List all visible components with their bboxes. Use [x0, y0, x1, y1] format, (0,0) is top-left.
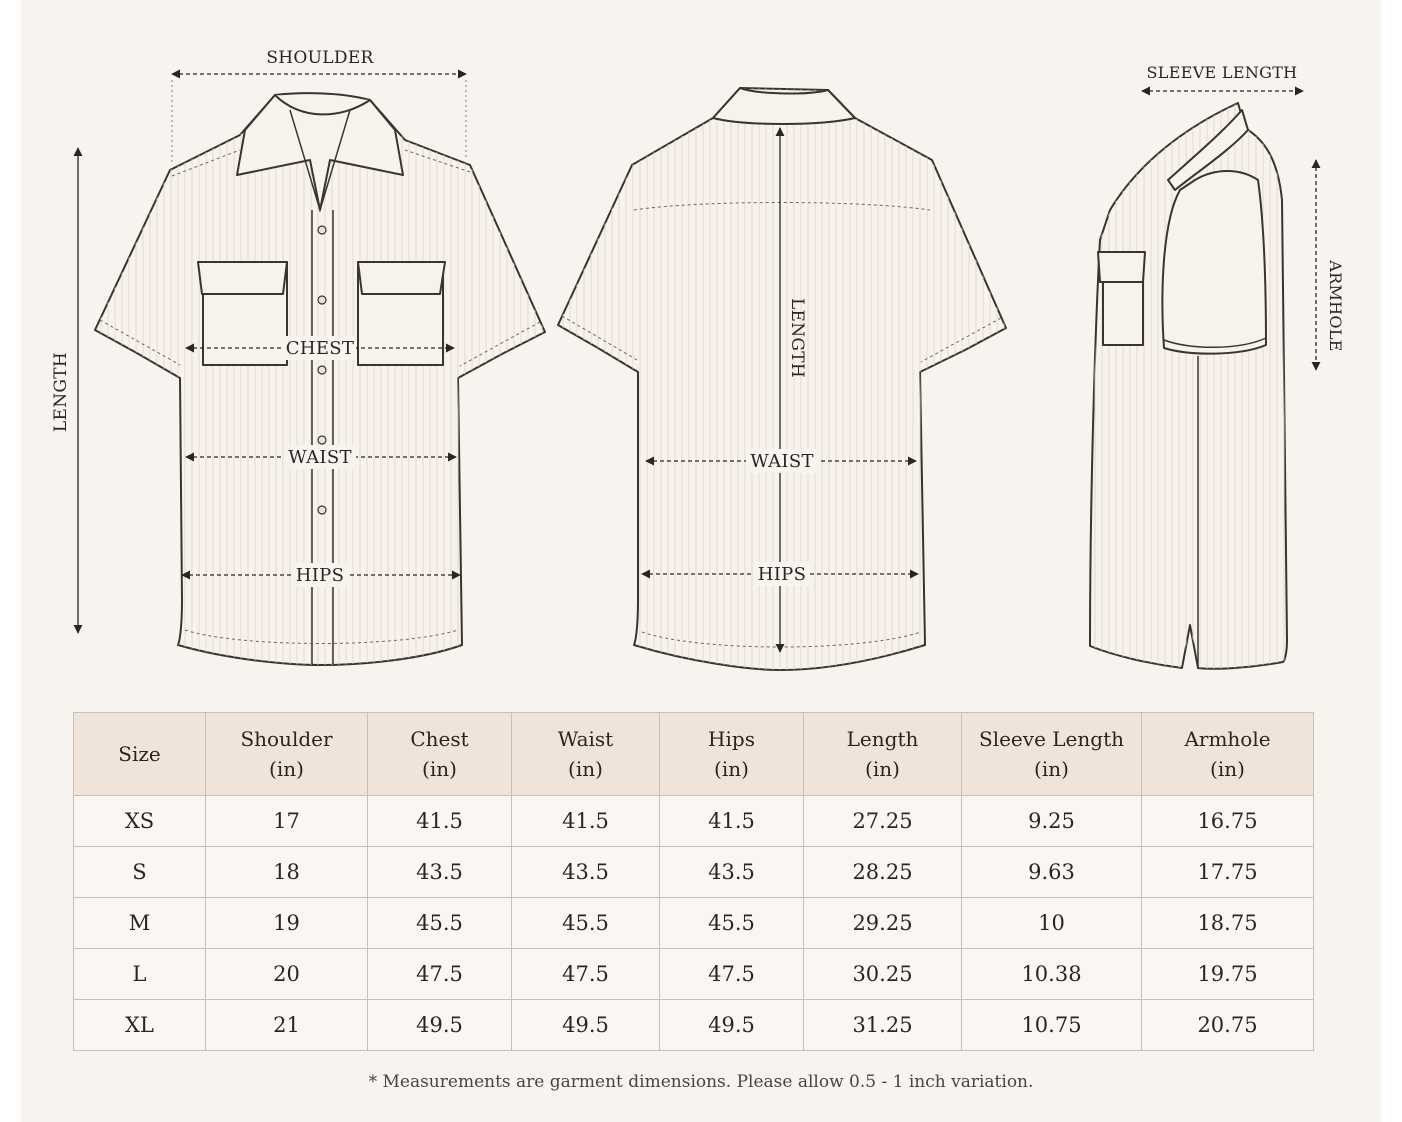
armhole-cell: 17.75: [1142, 847, 1314, 898]
size-cell: M: [74, 898, 206, 949]
table-row: [74, 796, 1314, 847]
length-cell: 31.25: [804, 1000, 962, 1051]
waist-cell: 47.5: [512, 949, 660, 1000]
back-waist-label: WAIST: [750, 451, 814, 472]
sleeve-length-cell: 9.25: [962, 796, 1142, 847]
armhole-cell: 16.75: [1142, 796, 1314, 847]
chest-label: CHEST: [285, 338, 355, 359]
waist-cell: 45.5: [512, 898, 660, 949]
length-cell: 27.25: [804, 796, 962, 847]
size-table: [73, 712, 1314, 1051]
shoulder-cell: 21: [206, 1000, 368, 1051]
size-cell: XL: [74, 1000, 206, 1051]
length-cell: 30.25: [804, 949, 962, 1000]
waist-cell: 43.5: [512, 847, 660, 898]
sleeve-length-cell: 10: [962, 898, 1142, 949]
header-shoulder: Shoulder (in): [206, 713, 368, 796]
length-cell: 28.25: [804, 847, 962, 898]
table-row: [74, 898, 1314, 949]
chest-cell: 43.5: [368, 847, 512, 898]
length-cell: 29.25: [804, 898, 962, 949]
table-row: [74, 847, 1314, 898]
waist-cell: 49.5: [512, 1000, 660, 1051]
hips-cell: 43.5: [660, 847, 804, 898]
sleeve-length-cell: 9.63: [962, 847, 1142, 898]
shoulder-cell: 17: [206, 796, 368, 847]
chest-cell: 45.5: [368, 898, 512, 949]
hips-cell: 49.5: [660, 1000, 804, 1051]
chest-cell: 49.5: [368, 1000, 512, 1051]
shoulder-cell: 20: [206, 949, 368, 1000]
front-waist-label: WAIST: [288, 447, 352, 468]
footnote: * Measurements are garment dimensions. Please allow 0.5 - 1 inch variation.: [368, 1072, 1034, 1092]
armhole-label: ARMHOLE: [1326, 260, 1345, 352]
header-length: Length (in): [804, 713, 962, 796]
size-cell: XS: [74, 796, 206, 847]
front-hips-label: HIPS: [295, 565, 345, 586]
size-cell: S: [74, 847, 206, 898]
table-row: [74, 1000, 1314, 1051]
front-length-label: LENGTH: [51, 351, 71, 433]
table-row: [74, 949, 1314, 1000]
waist-cell: 41.5: [512, 796, 660, 847]
hips-cell: 45.5: [660, 898, 804, 949]
sleeve-length-cell: 10.38: [962, 949, 1142, 1000]
armhole-cell: 18.75: [1142, 898, 1314, 949]
header-chest: Chest (in): [368, 713, 512, 796]
armhole-cell: 20.75: [1142, 1000, 1314, 1051]
sleeve-length-cell: 10.75: [962, 1000, 1142, 1051]
table-header-row: [74, 713, 1314, 796]
shoulder-cell: 19: [206, 898, 368, 949]
header-sleeve-length: Sleeve Length (in): [962, 713, 1142, 796]
back-length-label: LENGTH: [787, 297, 807, 379]
chest-cell: 41.5: [368, 796, 512, 847]
hips-cell: 47.5: [660, 949, 804, 1000]
size-cell: L: [74, 949, 206, 1000]
armhole-cell: 19.75: [1142, 949, 1314, 1000]
side-shirt-drawing: [1090, 103, 1287, 669]
hips-cell: 41.5: [660, 796, 804, 847]
header-hips: Hips (in): [660, 713, 804, 796]
header-armhole: Armhole (in): [1142, 713, 1314, 796]
back-hips-label: HIPS: [757, 564, 807, 585]
shoulder-label: SHOULDER: [266, 48, 374, 68]
header-size: Size: [74, 713, 206, 796]
shoulder-cell: 18: [206, 847, 368, 898]
chest-cell: 47.5: [368, 949, 512, 1000]
header-waist: Waist (in): [512, 713, 660, 796]
sleeve-length-label: SLEEVE LENGTH: [1146, 63, 1298, 82]
